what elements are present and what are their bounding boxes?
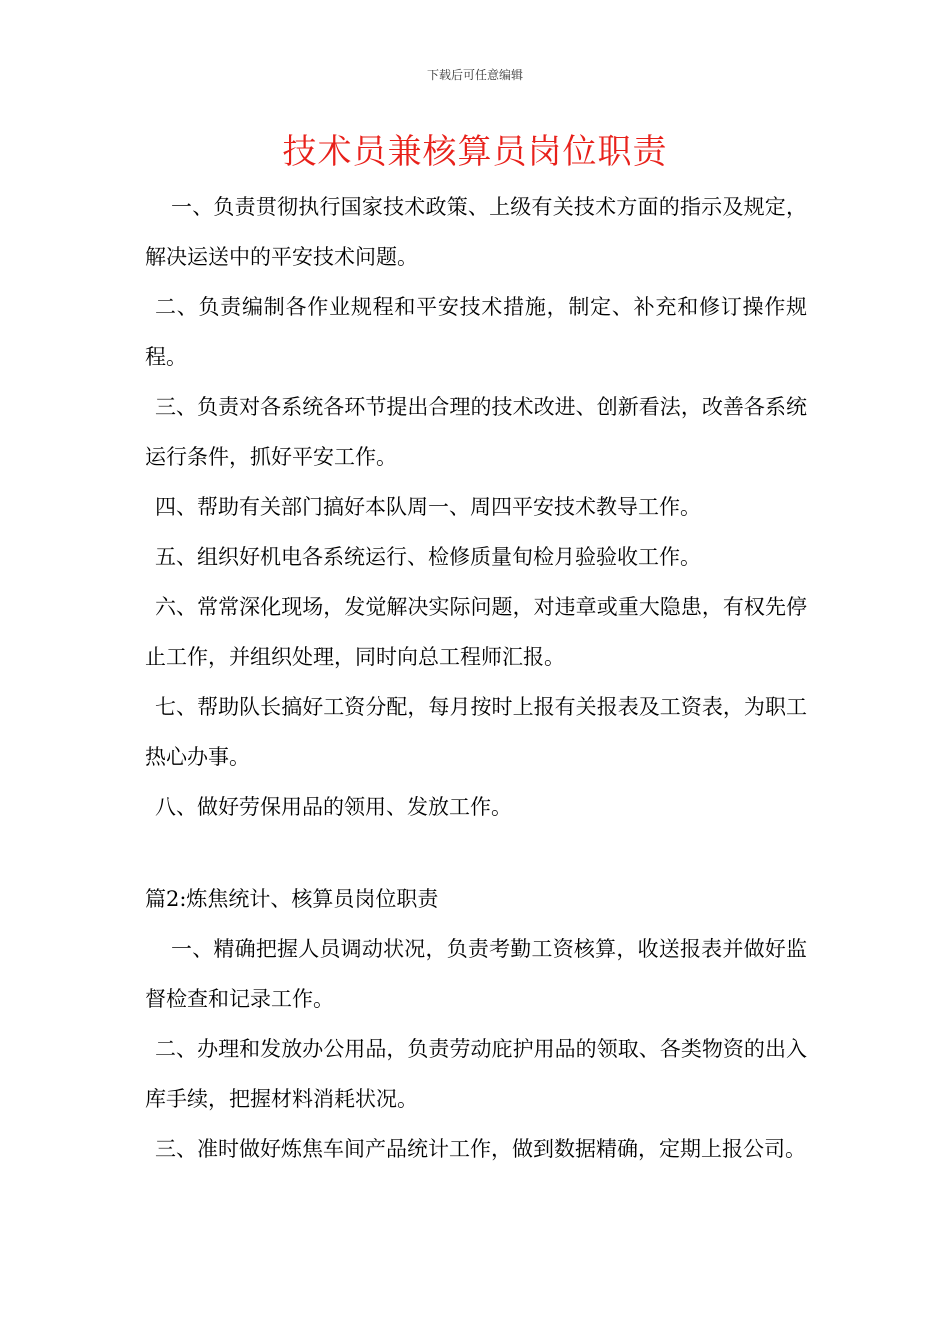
- duty-item-4: 四、帮助有关部门搞好本队周一、周四平安技术教导工作。: [155, 495, 701, 519]
- duty-item-7: 七、帮助队长搞好工资分配，每月按时上报有关报表及工资表，为职工热心办事。: [145, 695, 807, 769]
- duty-item-5: 五、组织好机电各系统运行、检修质量旬检月验验收工作。: [155, 545, 701, 569]
- section-2-item-1: 一、精确把握人员调动状况，负责考勤工资核算，收送报表并做好监督检查和记录工作。: [145, 937, 807, 1011]
- duty-item-1: 一、负责贯彻执行国家技术政策、上级有关技术方面的指示及规定，解决运送中的平安技术问题。: [145, 195, 807, 269]
- duty-item-3: 三、负责对各系统各环节提出合理的技术改进、创新看法，改善各系统运行条件，抓好平安工作。: [145, 395, 807, 469]
- section-spacer: [145, 832, 807, 874]
- duty-item-2: 二、负责编制各作业规程和平安技术措施，制定、补充和修订操作规程。: [145, 295, 807, 369]
- section-2-item-2: 二、办理和发放办公用品，负责劳动庇护用品的领取、各类物资的出入库手续，把握材料消耗状况。: [145, 1037, 807, 1111]
- duty-item-6: 六、常常深化现场，发觉解决实际问题，对违章或重大隐患，有权先停止工作，并组织处理，同时向总工程师汇报。: [145, 595, 807, 669]
- duty-item-8: 八、做好劳保用品的领用、发放工作。: [155, 795, 512, 819]
- section-2-item-3: 三、准时做好炼焦车间产品统计工作，做到数据精确，定期上报公司。: [155, 1137, 806, 1161]
- section-2-title: 篇2:炼焦统计、核算员岗位职责: [145, 887, 439, 911]
- document-body: [145, 182, 807, 1174]
- header-note: 下载后可任意编辑: [426, 68, 523, 82]
- document-title: 技术员兼核算员岗位职责: [282, 132, 668, 172]
